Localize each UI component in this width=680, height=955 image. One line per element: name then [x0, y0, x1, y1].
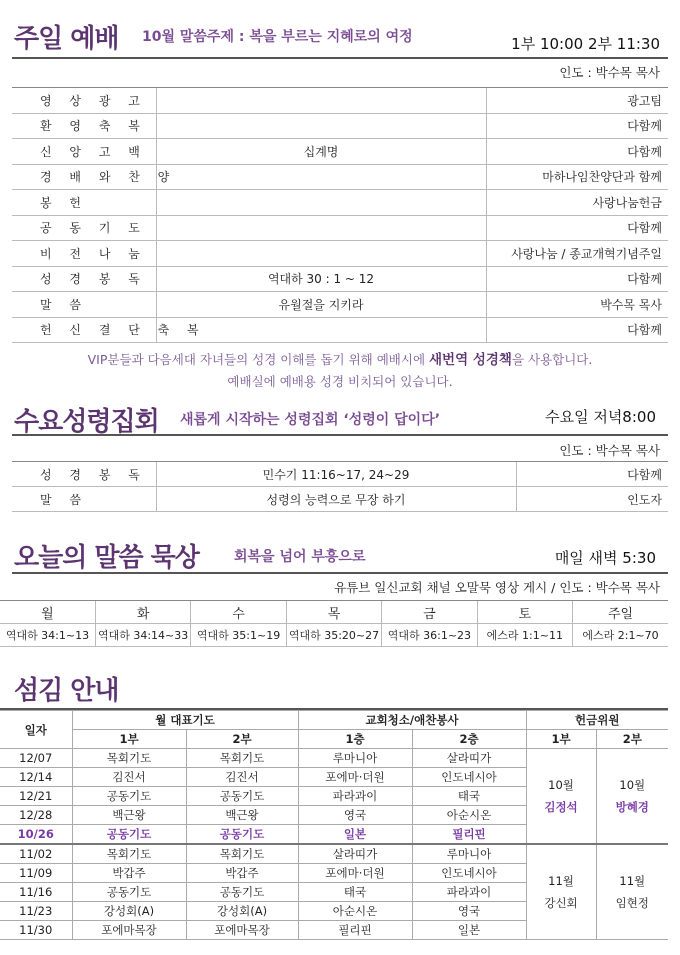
wednesday-row-mid: 성령의 능력으로 무장 하기: [156, 487, 516, 512]
bible-notice-post: 을 사용합니다.: [511, 352, 593, 367]
worship-row-name: 성 경 봉 독: [12, 266, 156, 292]
worship-order-table: [12, 88, 668, 343]
bible-notice-2: 예배실에 예배용 성경 비치되어 있습니다.: [227, 374, 453, 389]
service-prayer-1: 포에마목장: [72, 921, 186, 940]
worship-row: [12, 241, 668, 267]
worship-row-right: 사랑나눔 / 종교개혁기념주일: [486, 241, 668, 267]
service-cleaning-2: 아순시온: [412, 806, 526, 825]
meditation-note: 유튜브 일신교회 채널 오말묵 영상 게시 / 인도 : 박수목 목사: [334, 580, 660, 595]
wednesday-row-right: 다함께: [516, 462, 668, 487]
service-row: [0, 749, 668, 768]
worship-row-name: 경 배 와 찬 양: [12, 164, 156, 190]
bible-notice-bold: 새번역 성경책: [429, 352, 512, 368]
day-2: 수: [191, 601, 286, 624]
service-date: 11/16: [0, 883, 72, 902]
offering-oct-name-1: 김정석: [544, 800, 578, 814]
service-cleaning-1: 태국: [298, 883, 412, 902]
worship-row-name: 영 상 광 고: [12, 88, 156, 113]
worship-row-mid: [156, 164, 486, 190]
service-date: 12/28: [0, 806, 72, 825]
col-offering-1: 1부: [526, 730, 596, 749]
service-prayer-1: 박갑주: [72, 864, 186, 883]
service-cleaning-2: 필리핀: [412, 825, 526, 845]
service-prayer-2: 김진서: [186, 768, 298, 787]
worship-row: [12, 164, 668, 190]
worship-row-right: 마하나임찬양단과 함께: [486, 164, 668, 190]
service-date: 11/23: [0, 902, 72, 921]
passage-5: 에스라 1:1~11: [477, 624, 572, 647]
worship-row: [12, 317, 668, 343]
service-cleaning-2: 인도네시아: [412, 864, 526, 883]
service-cleaning-1: 포에마·더원: [298, 864, 412, 883]
day-3: 목: [286, 601, 381, 624]
worship-row-mid: [156, 113, 486, 139]
wednesday-row-mid: 민수기 11:16~17, 24~29: [156, 462, 516, 487]
service-prayer-1: 목회기도: [72, 844, 186, 864]
service-prayer-1: 공동기도: [72, 825, 186, 845]
service-prayer-1: 김진서: [72, 768, 186, 787]
service-cleaning-1: 루마니아: [298, 749, 412, 768]
service-cleaning-2: 영국: [412, 902, 526, 921]
service-cleaning-2: 일본: [412, 921, 526, 940]
service-cleaning-1: 살라띠가: [298, 844, 412, 864]
service-prayer-2: 공동기도: [186, 787, 298, 806]
day-4: 금: [382, 601, 477, 624]
service-prayer-2: 공동기도: [186, 883, 298, 902]
service-prayer-2: 목회기도: [186, 749, 298, 768]
service-table: [0, 710, 668, 940]
service-prayer-2: 공동기도: [186, 825, 298, 845]
passage-6: 에스라 2:1~70: [573, 624, 668, 647]
worship-subtitle: 10월 말씀주제 : 복을 부르는 지혜로의 여정: [142, 29, 413, 45]
service-cleaning-1: 파라과이: [298, 787, 412, 806]
meditation-time: 매일 새벽 5:30: [554, 549, 656, 567]
offering-nov-month-2: 11월: [619, 874, 646, 888]
day-6: 주일: [573, 601, 668, 624]
col-date: 일자: [0, 711, 72, 749]
service-prayer-1: 목회기도: [72, 749, 186, 768]
col-offering-2: 2부: [596, 730, 668, 749]
worship-divider: [12, 57, 668, 59]
col-offering: 헌금위원: [526, 711, 668, 730]
wednesday-leader: 인도 : 박수목 목사: [559, 443, 660, 458]
worship-row: [12, 190, 668, 216]
service-cleaning-2: 루마니아: [412, 844, 526, 864]
service-cleaning-2: 파라과이: [412, 883, 526, 902]
service-prayer-1: 공동기도: [72, 787, 186, 806]
offering-nov-name-1: 강신회: [544, 896, 578, 910]
offering-nov-2: [596, 844, 668, 940]
passage-3: 역대하 35:20~27: [286, 624, 381, 647]
day-5: 토: [477, 601, 572, 624]
worship-row-mid: [156, 190, 486, 216]
worship-row-name: 말 씀: [12, 292, 156, 318]
worship-row-name: 봉 헌: [12, 190, 156, 216]
worship-row: [12, 266, 668, 292]
col-prayer-1: 1부: [72, 730, 186, 749]
worship-row: [12, 88, 668, 113]
wednesday-divider: [12, 434, 668, 436]
service-cleaning-2: 살라띠가: [412, 749, 526, 768]
col-cleaning-2: 2층: [412, 730, 526, 749]
service-prayer-1: 공동기도: [72, 883, 186, 902]
worship-title: 주일 예배: [14, 24, 119, 54]
service-cleaning-2: 인도네시아: [412, 768, 526, 787]
service-prayer-2: 박갑주: [186, 864, 298, 883]
worship-row-right: 다함께: [486, 317, 668, 343]
offering-oct-1: [526, 749, 596, 845]
meditation-title: 오늘의 말씀 묵상: [14, 543, 199, 573]
offering-nov-name-2: 임현정: [615, 896, 649, 910]
passage-0: 역대하 34:1~13: [0, 624, 95, 647]
worship-row: [12, 292, 668, 318]
service-date: 11/02: [0, 844, 72, 864]
service-title: 섬김 안내: [14, 676, 119, 706]
meditation-table: [0, 601, 668, 647]
wednesday-row-right: 인도자: [516, 487, 668, 512]
worship-row-name: 비 전 나 눔: [12, 241, 156, 267]
passage-2: 역대하 35:1~19: [191, 624, 286, 647]
service-cleaning-1: 필리핀: [298, 921, 412, 940]
service-cleaning-1: 일본: [298, 825, 412, 845]
worship-row-right: 다함께: [486, 139, 668, 165]
service-prayer-2: 백근왕: [186, 806, 298, 825]
service-row: [0, 844, 668, 864]
worship-leader: 인도 : 박수목 목사: [559, 65, 660, 80]
worship-row-right: 다함께: [486, 215, 668, 241]
service-date: 12/21: [0, 787, 72, 806]
service-prayer-2: 목회기도: [186, 844, 298, 864]
meditation-divider: [12, 572, 668, 574]
wednesday-row-name: 말 씀: [12, 487, 156, 512]
worship-row-right: 다함께: [486, 266, 668, 292]
service-prayer-2: 포에마목장: [186, 921, 298, 940]
worship-row-mid: 유월절을 지키라: [156, 292, 486, 318]
passage-4: 역대하 36:1~23: [382, 624, 477, 647]
worship-row-mid: [156, 241, 486, 267]
passage-1: 역대하 34:14~33: [95, 624, 190, 647]
service-prayer-1: 백근왕: [72, 806, 186, 825]
service-date: 11/30: [0, 921, 72, 940]
service-prayer-1: 강성회(A): [72, 902, 186, 921]
offering-oct-month-1: 10월: [548, 778, 574, 792]
worship-time: 1부 10:00 2부 11:30: [511, 35, 660, 53]
wednesday-order-table: [12, 462, 668, 512]
col-prayer-2: 2부: [186, 730, 298, 749]
col-cleaning-1: 1층: [298, 730, 412, 749]
offering-nov-month-1: 11월: [548, 874, 574, 888]
bible-notice: [0, 348, 680, 368]
col-cleaning: 교회청소/애찬봉사: [298, 711, 526, 730]
service-prayer-2: 강성회(A): [186, 902, 298, 921]
day-1: 화: [95, 601, 190, 624]
worship-row: [12, 139, 668, 165]
worship-row-name: 신 앙 고 백: [12, 139, 156, 165]
worship-row-right: 다함께: [486, 113, 668, 139]
service-cleaning-2: 태국: [412, 787, 526, 806]
worship-row-mid: 십계명: [156, 139, 486, 165]
wednesday-time: 수요일 저녁8:00: [545, 408, 656, 426]
worship-row-name: 헌 신 결 단 축 복: [12, 317, 156, 343]
worship-row-mid: [156, 215, 486, 241]
offering-oct-2: [596, 749, 668, 845]
day-0: 월: [0, 601, 95, 624]
wednesday-subtitle: 새롭게 시작하는 성령집회 ‘성령이 답이다’: [180, 412, 441, 428]
bible-notice-pre: VIP분들과 다음세대 자녀들의 성경 이해를 돕기 위해 예배시에: [87, 352, 429, 367]
wednesday-row-name: 성 경 봉 독: [12, 462, 156, 487]
worship-row: [12, 113, 668, 139]
col-prayer: 월 대표기도: [72, 711, 298, 730]
worship-row-right: 광고팀: [486, 88, 668, 113]
service-date: 12/14: [0, 768, 72, 787]
wednesday-row: [12, 462, 668, 487]
worship-row-name: 환 영 축 복: [12, 113, 156, 139]
service-cleaning-1: 아순시온: [298, 902, 412, 921]
worship-row-name: 공 동 기 도: [12, 215, 156, 241]
worship-row-mid: [156, 88, 486, 113]
offering-oct-month-2: 10월: [619, 778, 646, 792]
worship-row-mid: 역대하 30 : 1 ~ 12: [156, 266, 486, 292]
worship-row-right: 사랑나눔헌금: [486, 190, 668, 216]
meditation-subtitle: 회복을 넘어 부흥으로: [234, 549, 366, 565]
offering-nov-1: [526, 844, 596, 940]
service-date: 10/26: [0, 825, 72, 845]
service-date: 11/09: [0, 864, 72, 883]
wednesday-row: [12, 487, 668, 512]
offering-oct-name-2: 방혜경: [615, 800, 649, 814]
worship-row: [12, 215, 668, 241]
service-cleaning-1: 영국: [298, 806, 412, 825]
wednesday-title: 수요성령집회: [14, 407, 159, 437]
service-cleaning-1: 포에마·더원: [298, 768, 412, 787]
worship-row-right: 박수목 목사: [486, 292, 668, 318]
service-date: 12/07: [0, 749, 72, 768]
